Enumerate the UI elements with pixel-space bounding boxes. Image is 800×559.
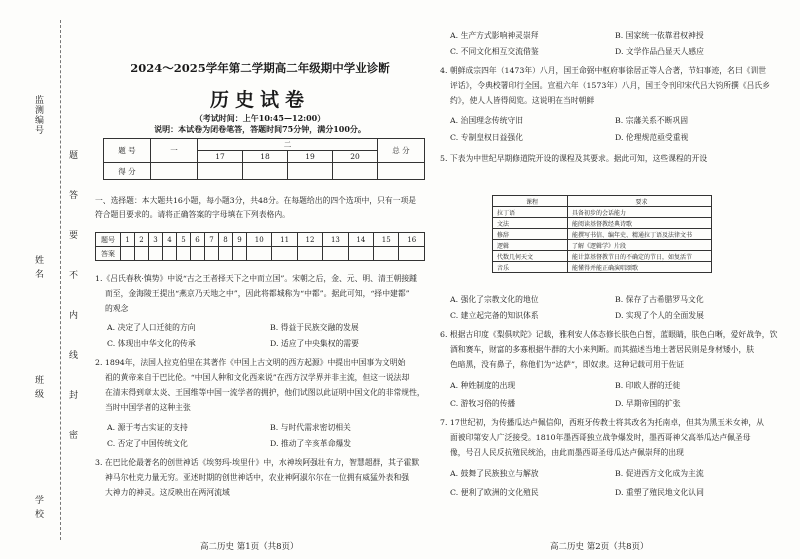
seal-char: 题: [67, 150, 77, 160]
margin-label-school: 学 校: [33, 495, 43, 519]
seal-char: 线: [67, 350, 77, 360]
course-req: 了解《逻辑学》片段: [568, 240, 712, 251]
q2-line: 祖的黄帝来自于巴比伦。“中国人种和文化西来说”在西方汉学界并非主流，但这一说法却: [105, 373, 410, 382]
q6-option-c[interactable]: C. 游牧习俗的传播: [450, 399, 516, 408]
q5-line: 5. 下表为中世纪早期修道院开设的课程及其要求。据此可知，这些课程的开设: [440, 154, 708, 163]
q1-line: 1.《吕氏春秋·慎势》中说“古之王者择天下之中而立国”。宋朝之后，金、元、明、清王朝接踵: [95, 274, 417, 283]
q6-option-a[interactable]: A. 种姓制度的出现: [450, 381, 516, 390]
course-table: [492, 195, 712, 273]
q6-line: 色暗黑，没有鼻子，称他们为“达萨”，即奴隶。这种记载可用于佐证: [450, 360, 685, 369]
course-req: 能懂得并能正确演唱颂歌: [568, 262, 712, 273]
q4-option-b[interactable]: B. 宗藩关系不断巩固: [615, 116, 689, 125]
answer-cell[interactable]: [163, 247, 177, 261]
score-col-label: 题 号: [104, 139, 151, 163]
course-name: 文法: [493, 218, 568, 229]
q1-option-c[interactable]: C. 体现出中华文化的传承: [107, 339, 196, 348]
answer-cell[interactable]: [219, 247, 233, 261]
answer-number: 13: [323, 233, 348, 247]
q7-line: 面被印第安人广泛接受。1810年墨西哥独立战争爆发时，墨西哥神父高举瓜达卢佩圣母: [450, 433, 751, 442]
q2-line: 2. 1894年，法国人拉克伯里在其著作《中国上古文明的西方起源》中提出中国事为文明始: [95, 358, 406, 367]
q3-option-a[interactable]: A. 生产方式影响神灵崇拜: [450, 31, 539, 40]
answer-cell[interactable]: [205, 247, 219, 261]
q7-option-a[interactable]: A. 鼓舞了民族独立与解放: [450, 469, 539, 478]
course-name: 逻辑: [493, 240, 568, 251]
q3-line: 3. 在巴比伦最著名的创世神话《埃努玛·埃里什》中，水神埃阿强壮有力，智慧超群，其子霍默: [95, 458, 420, 467]
answer-row-label: 答案: [96, 247, 121, 261]
course-name: 修辞: [493, 229, 568, 240]
answer-cell[interactable]: [121, 247, 135, 261]
section1-intro-1: 一、选择题：本大题共16小题，每小题3分，共48分。在每题给出的四个选项中，只有一项是: [95, 196, 417, 205]
binding-line: [60, 20, 61, 540]
q3-option-b[interactable]: B. 国家统一依靠君权神授: [615, 31, 704, 40]
section1-intro-2: 符合题目要求的。请将正确答案的字母填在下列表格内。: [95, 210, 290, 219]
score-sub-col: 19: [288, 151, 333, 163]
answer-cell[interactable]: [374, 247, 399, 261]
left-page: [95, 0, 425, 559]
q4-option-d[interactable]: D. 伦理规范亟受重视: [615, 133, 689, 142]
course-table-head: 要求: [568, 196, 712, 207]
seal-char: 密: [67, 430, 77, 440]
q3-option-c[interactable]: C. 不同文化相互交流借鉴: [450, 47, 539, 56]
answer-number: 11: [272, 233, 297, 247]
answer-number: 12: [297, 233, 322, 247]
answer-table: [95, 232, 425, 261]
score-cell[interactable]: [198, 163, 243, 180]
answer-number: 7: [205, 233, 219, 247]
answer-number: 10: [247, 233, 272, 247]
seal-char: 答: [67, 190, 77, 200]
answer-cell[interactable]: [149, 247, 163, 261]
q2-option-b[interactable]: B. 与时代需求密切相关: [270, 423, 351, 432]
footer-right: 高二历史 第2页（共8页）: [550, 542, 649, 552]
seal-char: 要: [67, 230, 77, 240]
q1-option-a[interactable]: A. 决定了人口迁徙的方向: [107, 323, 196, 332]
q4-option-a[interactable]: A. 治国理念传统守旧: [450, 116, 523, 125]
course-table-head: 课程: [493, 196, 568, 207]
course-req: 具备初步的会话能力: [568, 207, 712, 218]
answer-number: 15: [374, 233, 399, 247]
score-table: [103, 138, 425, 180]
course-req: 能计算基督教节日的不确定的节日，如复活节: [568, 251, 712, 262]
answer-number: 1: [121, 233, 135, 247]
q5-option-b[interactable]: B. 保存了古希腊罗马文化: [615, 295, 704, 304]
score-cell[interactable]: [151, 163, 198, 180]
q3-option-d[interactable]: D. 文学作品凸显天人感应: [615, 47, 704, 56]
q1-line: 的观念: [105, 304, 129, 313]
seal-char: 封: [67, 390, 77, 400]
course-name: 代数几何天文: [493, 251, 568, 262]
seal-char: 不: [67, 270, 77, 280]
margin-label-name: 姓 名: [33, 255, 43, 279]
score-cell[interactable]: [243, 163, 288, 180]
q6-option-d[interactable]: D. 早期帝国的扩张: [615, 399, 681, 408]
margin-label-exam-number: 监测编号: [33, 95, 43, 135]
q7-line: 像，号召人民反抗殖民统治，由此而墨西哥圣母瓜达卢佩崇拜的出现: [450, 448, 684, 457]
answer-number: 5: [177, 233, 191, 247]
q5-option-d[interactable]: D. 实现了个人的全面发展: [615, 311, 704, 320]
answer-number: 4: [163, 233, 177, 247]
q7-option-b[interactable]: B. 促进西方文化成为主流: [615, 469, 704, 478]
course-req: 能阅读基督教经典诗歌: [568, 218, 712, 229]
q2-option-d[interactable]: D. 推动了辛亥革命爆发: [270, 439, 352, 448]
q2-option-c[interactable]: C. 否定了中国传统文化: [107, 439, 188, 448]
answer-row-label: 题号: [96, 233, 121, 247]
q4-line: 4. 朝鲜成宗四年（1473年）八月，国王命弼中枢府事徐居正等人合著，节妇事迹，名曰《训世: [440, 66, 767, 75]
right-page: [440, 0, 790, 559]
answer-cell[interactable]: [135, 247, 149, 261]
course-name: 音乐: [493, 262, 568, 273]
margin-label-class: 班 级: [33, 375, 43, 399]
q3-line: 大神力的神灵。这反映出在两河流域: [105, 488, 230, 497]
q1-line: 而至，金海陵王提出“燕京乃天地之中”，因此将都城称为“中都”。据此可知，“择中建都”: [105, 289, 410, 298]
answer-cell[interactable]: [323, 247, 348, 261]
footer-left: 高二历史 第1页（共8页）: [200, 542, 299, 552]
q2-option-a[interactable]: A. 源于考古实证的支持: [107, 423, 188, 432]
score-row-label: 得 分: [104, 163, 151, 180]
q1-option-b[interactable]: B. 得益于民族交融的发展: [270, 323, 359, 332]
q4-option-c[interactable]: C. 专制皇权日益强化: [450, 133, 524, 142]
answer-cell[interactable]: [297, 247, 322, 261]
answer-number: 6: [191, 233, 205, 247]
answer-cell[interactable]: [348, 247, 373, 261]
answer-cell[interactable]: [272, 247, 297, 261]
answer-cell[interactable]: [191, 247, 205, 261]
score-col-label: 一: [151, 139, 198, 163]
score-sub-col: 20: [333, 151, 378, 163]
q7-line: 7. 17世纪初，为传播瓜达卢佩信仰，西班牙传教士将其改名为托南卓，但其为黑玉米女神，从: [440, 418, 764, 427]
course-name: 拉丁语: [493, 207, 568, 218]
q7-option-c[interactable]: C. 便利了欧洲的文化殖民: [450, 488, 539, 497]
answer-cell[interactable]: [247, 247, 272, 261]
q2-line: 当时中国学者的这种主张: [105, 403, 191, 412]
score-cell[interactable]: [288, 163, 333, 180]
q5-option-c[interactable]: C. 建立起完备的知识体系: [450, 311, 539, 320]
course-req: 能撰写书信、编年史、精通拉丁语及法律文书: [568, 229, 712, 240]
q6-option-b[interactable]: B. 印欧人群的迁徙: [615, 381, 681, 390]
answer-number: 3: [149, 233, 163, 247]
seal-char: 内: [67, 310, 77, 320]
answer-number: 8: [219, 233, 233, 247]
answer-number: 16: [399, 233, 425, 247]
q2-line: 在清末得到章太炎、王国维等中国一流学者的拥护，他们试图以此证明中国文化的非常规性，: [105, 388, 425, 397]
score-cell[interactable]: [378, 163, 425, 180]
score-col-label: 总 分: [378, 139, 425, 163]
q3-line: 神马尔杜克力量无穷。亚述时期的创世神话中，农业神阿淑尔尔在一位拥有威猛外表和强: [105, 473, 410, 482]
answer-number: 9: [233, 233, 247, 247]
q1-option-d[interactable]: D. 适应了中央集权的需要: [270, 339, 359, 348]
answer-cell[interactable]: [233, 247, 247, 261]
exam-time: （考试时间：上午10:45—12:00）: [194, 113, 326, 123]
score-sub-col: 17: [198, 151, 243, 163]
score-col-label: 二: [198, 139, 378, 151]
answer-cell[interactable]: [177, 247, 191, 261]
q6-line: 6. 根据古印度《梨俱吠陀》记载，雅利安人体态修长肤色白皙，蓝眼睛，肤色白晰，爱好战争，饮: [440, 330, 778, 339]
answer-number: 14: [348, 233, 373, 247]
score-sub-col: 18: [243, 151, 288, 163]
q6-line: 酒和赛车，财富的多寡根据牛群的大小来判断。而其描述当地土著居民则是身材矮小，肤: [450, 345, 755, 354]
q4-line: 约》，使人人皆得阅览。这说明在当时朝鲜: [450, 96, 595, 105]
q4-line: 评话》，令典校署印行全国。宣祖六年（1573年）八月，国王令刊印宋代吕大钧所撰《吕氏乡: [450, 81, 771, 90]
answer-cell[interactable]: [399, 247, 425, 261]
q7-option-d[interactable]: D. 重塑了殖民地文化认同: [615, 488, 704, 497]
q5-option-a[interactable]: A. 强化了宗教文化的地位: [450, 295, 539, 304]
answer-number: 2: [135, 233, 149, 247]
subject-title: 历史试卷: [209, 89, 310, 111]
exam-note: 说明：本试卷为闭卷笔答，答题时间75分钟，满分100分。: [154, 124, 366, 134]
exam-title: 2024～2025学年第二学期高二年级期中学业诊断: [130, 61, 390, 75]
score-cell[interactable]: [333, 163, 378, 180]
